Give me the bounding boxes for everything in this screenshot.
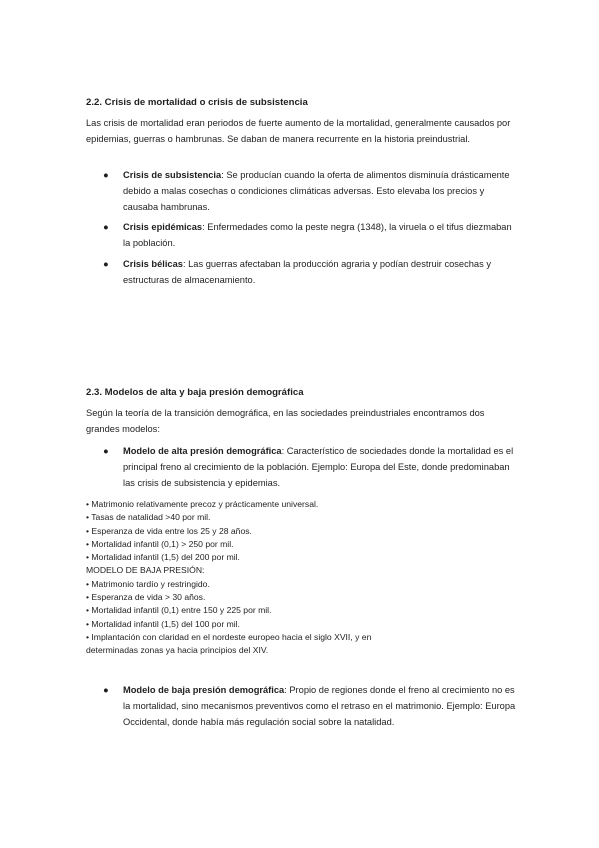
bullet-text: : Enfermedades como la peste negra (1348), la viruela o el tifus diezmaban la población. [123,222,512,248]
bullet-term: Crisis de subsistencia [123,170,222,180]
bullet-dot: ● [103,685,109,695]
section-heading-modelos: 2.3. Modelos de alta y baja presión demográfica [86,387,304,398]
characteristics-list [86,498,526,658]
list-item: • Mortalidad infantil (1,5) del 200 por mil. [86,552,240,563]
bullet-dot: ● [103,170,109,180]
bullet-modelo-alta-presion [103,443,516,491]
list-item: • Mortalidad infantil (0,1) > 250 por mil. [86,538,234,549]
list-item: • Mortalidad infantil (1,5) del 100 por mil. [86,618,240,629]
bullet-modelo-baja-presion [103,682,516,730]
list-item: determinadas zonas ya hacia principios del XIV. [86,645,269,656]
list-item: • Matrimonio tardío y restringido. [86,578,210,589]
list-item: • Tasas de natalidad >40 por mil. [86,512,211,523]
list-item: • Implantación con claridad en el nordeste europeo hacia el siglo XVII, y en [86,631,372,642]
list-item: • Mortalidad infantil (0,1) entre 150 y 225 por mil. [86,605,272,616]
bullet-crisis-belicas [103,256,516,288]
bullet-term: Modelo de baja presión demográfica [123,685,285,695]
bullet-text: : Propio de regiones donde el freno al crecimiento no es la mortalidad, sino mecanismos preventivos como el retraso en el matrimonio. Ejemplo: Europa Occidental, donde había más regulación social sobre la natalidad. [123,685,516,727]
list-subheading: MODELO DE BAJA PRESIÓN: [86,565,205,576]
bullet-crisis-epidemicas [103,219,516,251]
bullet-term: Crisis epidémicas [123,222,203,232]
list-item: • Esperanza de vida entre los 25 y 28 años. [86,525,252,536]
bullet-term: Modelo de alta presión demográfica [123,446,282,456]
paragraph-crisis-intro: Las crisis de mortalidad eran periodos de fuerte aumento de la mortalidad, generalmente causados por epidemias, guerras o hambrunas. Se daban de manera recurrente en la historia preindustrial. [86,118,511,144]
bullet-text: : Las guerras afectaban la producción agraria y podían destruir cosechas y estructuras de almacenamiento. [123,259,491,285]
list-item: • Matrimonio relativamente precoz y prácticamente universal. [86,499,319,509]
paragraph-modelos-intro: Según la teoría de la transición demográfica, en las sociedades preindustriales encontramos dos grandes modelos: [86,408,485,434]
bullet-crisis-subsistencia [103,167,516,215]
bullet-term: Crisis bélicas [123,259,183,269]
bullet-text: : Característico de sociedades donde la mortalidad es el principal freno al crecimiento de la población. Ejemplo: Europa del Este, donde predominaban las crisis de subsistencia y epidemias. [123,446,514,488]
list-item: • Esperanza de vida > 30 años. [86,592,206,603]
bullet-text: : Se producían cuando la oferta de alimentos disminuía drásticamente debido a malas cosechas o condiciones climáticas adversas. Esto elevaba los precios y causaba hambrunas. [123,170,510,212]
section-heading-crisis: 2.2. Crisis de mortalidad o crisis de subsistencia [86,97,308,108]
bullet-dot: ● [103,259,109,269]
bullet-dot: ● [103,446,109,456]
bullet-dot: ● [103,222,109,232]
